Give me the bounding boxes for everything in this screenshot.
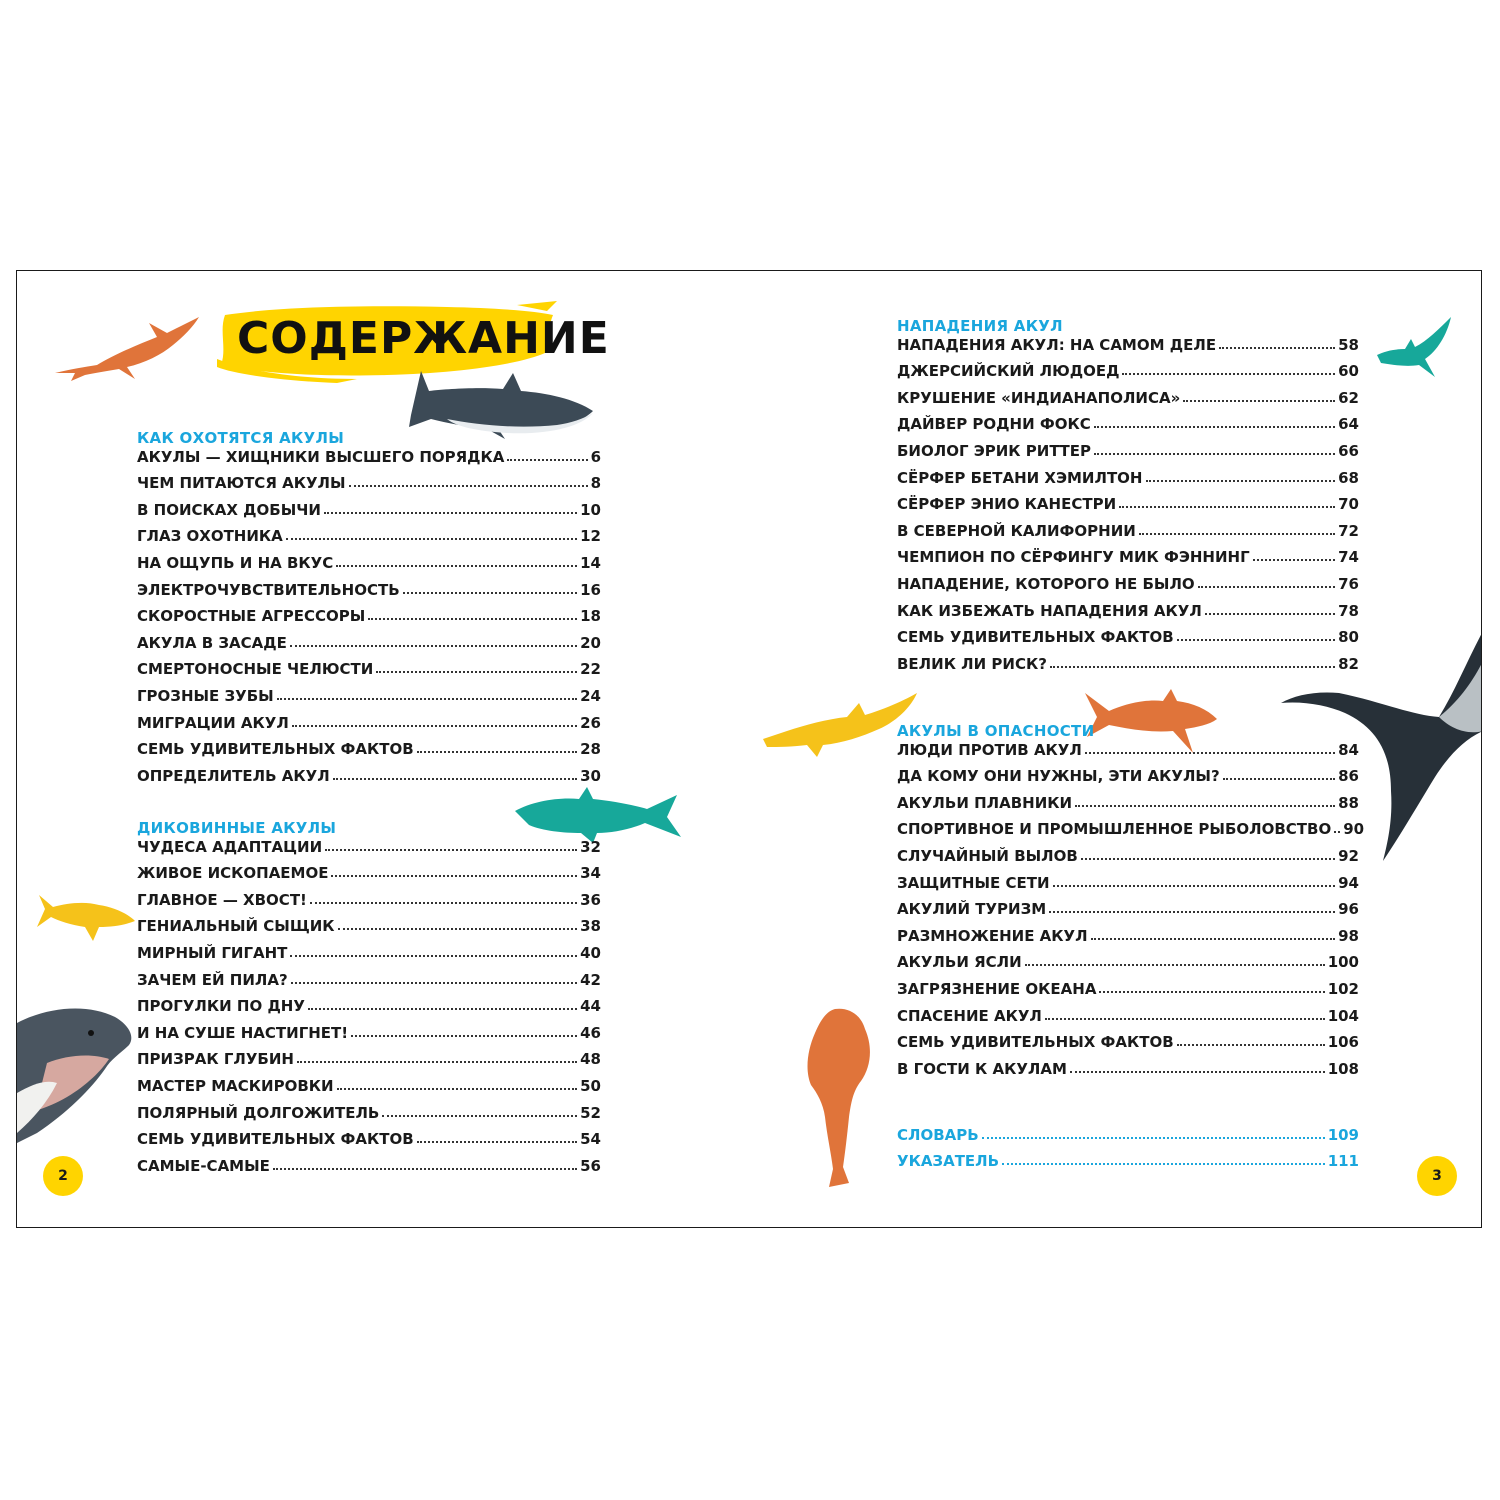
toc-item[interactable]: ВЕЛИК ЛИ РИСК? 82 xyxy=(897,654,1359,673)
toc-item[interactable]: ЗАЧЕМ ЕЙ ПИЛА? 42 xyxy=(137,970,601,989)
page-number-right: 3 xyxy=(1417,1156,1457,1196)
shark-silhouette-icon xyxy=(37,887,137,943)
shark-silhouette-icon xyxy=(51,315,201,383)
toc-item[interactable]: ПОЛЯРНЫЙ ДОЛГОЖИТЕЛЬ 52 xyxy=(137,1103,601,1122)
toc-item[interactable]: СПАСЕНИЕ АКУЛ 104 xyxy=(897,1006,1359,1025)
toc-item[interactable]: АКУЛИЙ ТУРИЗМ 96 xyxy=(897,900,1359,919)
toc-item[interactable]: МИРНЫЙ ГИГАНТ 40 xyxy=(137,943,601,962)
toc-item[interactable]: ЛЮДИ ПРОТИВ АКУЛ 84 xyxy=(897,740,1359,759)
toc-item[interactable]: ЗАЩИТНЫЕ СЕТИ 94 xyxy=(897,873,1359,892)
toc-item[interactable]: ДА КОМУ ОНИ НУЖНЫ, ЭТИ АКУЛЫ? 86 xyxy=(897,767,1359,786)
toc-item[interactable]: ГРОЗНЫЕ ЗУБЫ 24 xyxy=(137,686,601,705)
toc-item[interactable]: ПРИЗРАК ГЛУБИН 48 xyxy=(137,1050,601,1069)
toc-item[interactable]: ГЛАЗ ОХОТНИКА 12 xyxy=(137,527,601,546)
toc-item[interactable]: СКОРОСТНЫЕ АГРЕССОРЫ 18 xyxy=(137,607,601,626)
toc-item[interactable]: ЧЕМ ПИТАЮТСЯ АКУЛЫ 8 xyxy=(137,474,601,493)
toc-list xyxy=(137,439,601,785)
toc-item[interactable]: АКУЛЫ — ХИЩНИКИ ВЫСШЕГО ПОРЯДКА 6 xyxy=(137,447,601,466)
toc-list xyxy=(897,327,1359,673)
toc-item[interactable]: НАПАДЕНИЕ, КОТОРОГО НЕ БЫЛО 76 xyxy=(897,574,1359,593)
great-white-shark-icon xyxy=(407,369,597,449)
page-title: СОДЕРЖАНИЕ xyxy=(237,313,610,364)
toc-item[interactable]: В СЕВЕРНОЙ КАЛИФОРНИИ 72 xyxy=(897,521,1359,540)
toc-item[interactable]: РАЗМНОЖЕНИЕ АКУЛ 98 xyxy=(897,926,1359,945)
toc-item[interactable]: КАК ИЗБЕЖАТЬ НАПАДЕНИЯ АКУЛ 78 xyxy=(897,601,1359,620)
toc-item[interactable]: И НА СУШЕ НАСТИГНЕТ! 46 xyxy=(137,1023,601,1042)
toc-item[interactable]: САМЫЕ-САМЫЕ 56 xyxy=(137,1156,601,1175)
section-title: ДИКОВИННЫЕ АКУЛЫ xyxy=(137,819,337,837)
section-title: АКУЛЫ В ОПАСНОСТИ xyxy=(897,722,1095,740)
shark-silhouette-icon xyxy=(1375,315,1455,381)
toc-item[interactable]: АКУЛА В ЗАСАДЕ 20 xyxy=(137,633,601,652)
angel-shark-silhouette-icon xyxy=(805,1007,875,1189)
toc-item[interactable]: АКУЛЬИ ПЛАВНИКИ 88 xyxy=(897,793,1359,812)
toc-item[interactable]: ГЕНИАЛЬНЫЙ СЫЩИК 38 xyxy=(137,917,601,936)
toc-item[interactable]: ДАЙВЕР РОДНИ ФОКС 64 xyxy=(897,415,1359,434)
toc-item[interactable]: ДЖЕРСИЙСКИЙ ЛЮДОЕД 60 xyxy=(897,362,1359,381)
toc-list xyxy=(897,732,1365,1078)
toc-item[interactable]: ГЛАВНОЕ — ХВОСТ! 36 xyxy=(137,890,601,909)
toc-item[interactable]: СЁРФЕР ЭНИО КАНЕСТРИ 70 xyxy=(897,495,1359,514)
toc-item[interactable]: ЧЕМПИОН ПО СЁРФИНГУ МИК ФЭННИНГ 74 xyxy=(897,548,1359,567)
book-spread xyxy=(16,270,1482,1228)
toc-list xyxy=(137,829,601,1175)
toc-item[interactable]: БИОЛОГ ЭРИК РИТТЕР 66 xyxy=(897,441,1359,460)
toc-item-glossary[interactable]: СЛОВАРЬ 109 xyxy=(897,1125,1359,1144)
toc-item[interactable]: МИГРАЦИИ АКУЛ 26 xyxy=(137,713,601,732)
toc-item[interactable]: СЕМЬ УДИВИТЕЛЬНЫХ ФАКТОВ 106 xyxy=(897,1033,1359,1052)
toc-item[interactable]: НА ОЩУПЬ И НА ВКУС 14 xyxy=(137,553,601,572)
toc-list-final xyxy=(897,1117,1359,1170)
section-title: НАПАДЕНИЯ АКУЛ xyxy=(897,317,1063,335)
toc-item[interactable]: ЭЛЕКТРОЧУВСТВИТЕЛЬНОСТЬ 16 xyxy=(137,580,601,599)
toc-item[interactable]: СЕМЬ УДИВИТЕЛЬНЫХ ФАКТОВ 28 xyxy=(137,740,601,759)
toc-item[interactable]: ЖИВОЕ ИСКОПАЕМОЕ 34 xyxy=(137,864,601,883)
toc-item[interactable]: СЁРФЕР БЕТАНИ ХЭМИЛТОН 68 xyxy=(897,468,1359,487)
toc-item[interactable]: АКУЛЬИ ЯСЛИ 100 xyxy=(897,953,1359,972)
great-white-shark-icon xyxy=(17,993,137,1149)
toc-item[interactable]: ЧУДЕСА АДАПТАЦИИ 32 xyxy=(137,837,601,856)
toc-item-index[interactable]: УКАЗАТЕЛЬ 111 xyxy=(897,1152,1359,1171)
toc-item[interactable]: В ПОИСКАХ ДОБЫЧИ 10 xyxy=(137,500,601,519)
toc-item[interactable]: ЗАГРЯЗНЕНИЕ ОКЕАНА 102 xyxy=(897,979,1359,998)
toc-item[interactable]: КРУШЕНИЕ «ИНДИАНАПОЛИСА» 62 xyxy=(897,388,1359,407)
toc-item[interactable]: ОПРЕДЕЛИТЕЛЬ АКУЛ 30 xyxy=(137,766,601,785)
toc-item[interactable]: СПОРТИВНОЕ И ПРОМЫШЛЕННОЕ РЫБОЛОВСТВО 90 xyxy=(897,820,1365,839)
toc-item[interactable]: В ГОСТИ К АКУЛАМ 108 xyxy=(897,1059,1359,1078)
toc-item[interactable]: СЛУЧАЙНЫЙ ВЫЛОВ 92 xyxy=(897,846,1359,865)
toc-item[interactable]: СЕМЬ УДИВИТЕЛЬНЫХ ФАКТОВ 80 xyxy=(897,628,1359,647)
toc-item[interactable]: НАПАДЕНИЯ АКУЛ: НА САМОМ ДЕЛЕ 58 xyxy=(897,335,1359,354)
toc-item[interactable]: ПРОГУЛКИ ПО ДНУ 44 xyxy=(137,997,601,1016)
toc-item[interactable]: СМЕРТОНОСНЫЕ ЧЕЛЮСТИ 22 xyxy=(137,660,601,679)
section-title: КАК ОХОТЯТСЯ АКУЛЫ xyxy=(137,429,345,447)
page-number-left: 2 xyxy=(43,1156,83,1196)
toc-item[interactable]: СЕМЬ УДИВИТЕЛЬНЫХ ФАКТОВ 54 xyxy=(137,1130,601,1149)
toc-item[interactable]: МАСТЕР МАСКИРОВКИ 50 xyxy=(137,1076,601,1095)
